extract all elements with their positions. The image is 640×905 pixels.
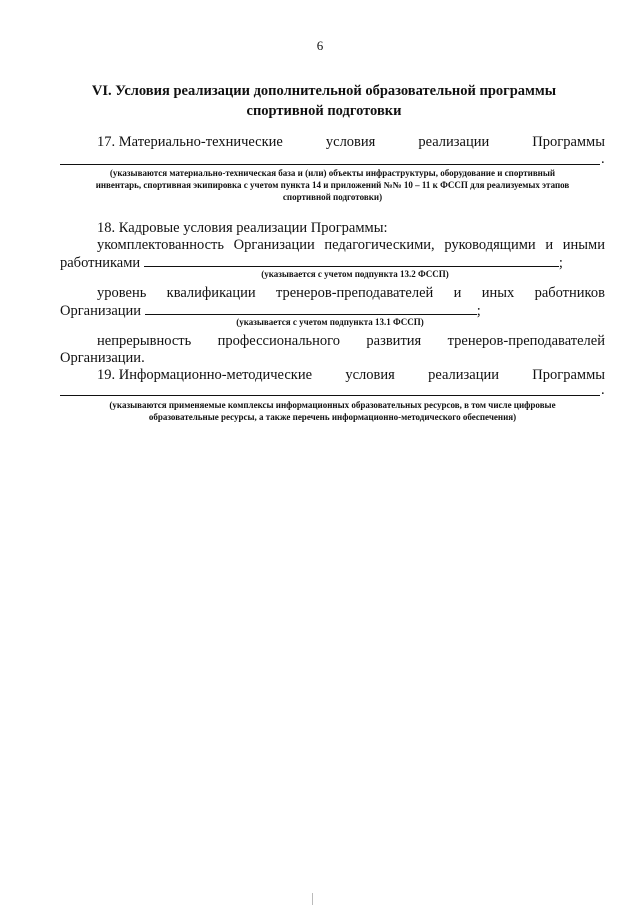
item-19-word: Программы — [532, 367, 605, 383]
qualification-fill-line — [145, 301, 477, 315]
item-19-note-line: (указываются применяемые комплексы информационных образовательных ресурсов, в том числе цифровые — [109, 400, 556, 410]
qualification-end-punct: ; — [476, 303, 481, 319]
qualification-note: (указывается с учетом подпункта 13.1 ФССП) — [236, 317, 424, 327]
item-17-word: 17. Материально-технические — [97, 134, 283, 150]
continuity-word: профессионального — [217, 333, 341, 349]
qualification-cont-word: Организации — [60, 303, 142, 319]
continuity-text — [60, 332, 605, 350]
staffing-note: (указывается с учетом подпункта 13.2 ФССП) — [261, 269, 449, 279]
qualification-text — [60, 284, 605, 302]
qualification-word: квалификации — [166, 285, 256, 301]
item-19-fill-line — [60, 395, 600, 396]
item-19-note — [60, 399, 605, 423]
continuity-word: развития — [366, 333, 422, 349]
section-title — [60, 81, 588, 121]
staffing-end-punct: ; — [558, 255, 563, 271]
item-19-text — [97, 366, 605, 384]
staffing-word: педагогическими, — [324, 237, 435, 253]
item-19-note-line: образовательные ресурсы, а также перечень информационно-методического обеспечения) — [148, 412, 517, 422]
item-19-word: 19. Информационно-методические — [97, 367, 313, 383]
item-17-note-line: спортивной подготовки) — [282, 192, 383, 202]
item-17-word: условия — [325, 134, 376, 150]
item-19-word: реализации — [428, 367, 499, 383]
continuity-cont: Организации. — [60, 350, 145, 366]
qualification-word: уровень — [97, 285, 147, 301]
section-title-line-2: спортивной подготовки — [246, 103, 402, 119]
scan-bottom-edge — [0, 893, 640, 905]
item-17-word: реализации — [418, 134, 490, 150]
item-17-text — [97, 133, 605, 151]
continuity-word: тренеров-преподавателей — [447, 333, 605, 349]
item-17-note-line: инвентарь, спортивная экипировка с учетом пункта 14 и приложений №№ 10 – 11 к ФССП для реализуемых этапов — [95, 180, 570, 190]
staffing-cont-word: работниками — [60, 255, 141, 271]
staffing-word: Организации — [233, 237, 315, 253]
section-title-line-1: VI. Условия реализации дополнительной образовательной программы — [91, 83, 557, 99]
continuity-word: непрерывность — [97, 333, 192, 349]
staffing-word: иными — [562, 237, 605, 253]
page-number: 6 — [316, 38, 324, 53]
qualification-word: работников — [534, 285, 605, 301]
scan-edge-mark — [312, 893, 313, 905]
staffing-text — [97, 236, 605, 254]
qualification-word: тренеров-преподавателей — [275, 285, 434, 301]
item-17-fill-line — [60, 164, 600, 165]
item-17-end-punct: . — [601, 151, 605, 167]
item-19-end-punct: . — [601, 382, 605, 398]
item-18-heading: 18. Кадровые условия реализации Программы: — [97, 220, 388, 236]
staffing-fill-line — [144, 253, 559, 267]
qualification-word: иных — [481, 285, 515, 301]
staffing-word: укомплектованность — [97, 237, 224, 253]
qualification-word: и — [453, 285, 462, 301]
staffing-word: и — [545, 237, 554, 253]
staffing-word: руководящими — [444, 237, 536, 253]
item-17-word: Программы — [532, 134, 605, 150]
item-17-note-line: (указываются материально-техническая база и (или) объекты инфраструктуры, оборудование и спортивный — [109, 168, 556, 178]
item-17-note — [60, 167, 605, 203]
item-19-word: условия — [345, 367, 395, 383]
